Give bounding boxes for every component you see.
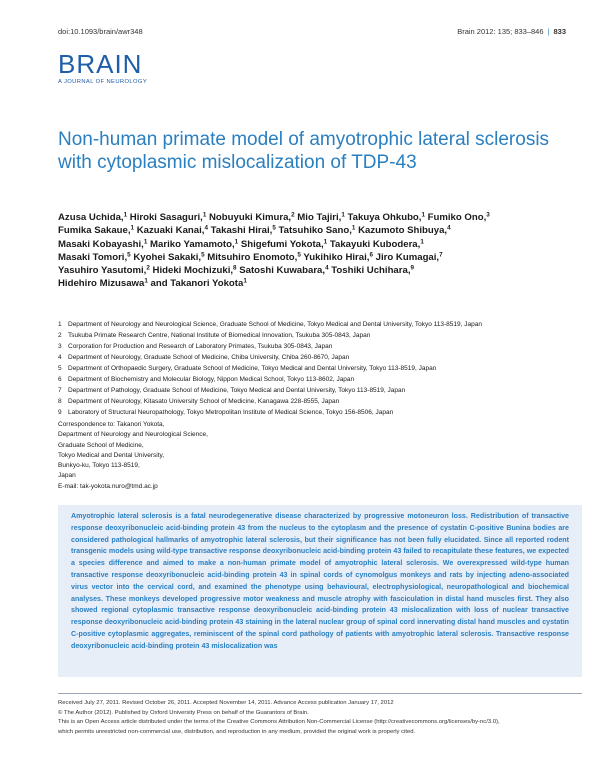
author-name: and Takanori Yokota [150,278,244,290]
affiliation-text: Department of Orthopaedic Surgery, Graduate School of Medicine, Tokyo Medical and Dental University, Tokyo 113-8519, Japan [68,365,437,372]
header-separator: | [547,27,550,36]
author [207,252,301,263]
affiliation-text: Tsukuba Primate Research Centre, National Institute of Biomedical Innovation, Tsukuba 305-0843, Japan [68,332,371,339]
affiliation-number: 8 [58,398,62,405]
author [58,252,131,263]
author [303,252,373,263]
affiliation-item [58,407,578,418]
license-line: which permits unrestricted non-commercial use, distribution, and reproduction in any medium, provided the original work is properly cited. [58,728,416,735]
affiliation-text: Department of Pathology, Graduate School of Medicine, Tokyo Medical and Dental University, Tokyo 113-8519, Japan [68,387,406,394]
author [58,278,148,289]
author [428,212,490,223]
affiliation-number: 6 [58,376,62,383]
article-title: Non-human primate model of amyotrophic lateral sclerosis with cytoplasmic mislocalization of TDP-43 [58,129,550,173]
author [211,225,276,236]
footer-divider [58,693,582,694]
author-name: Jiro Kumagai, [375,251,440,263]
page-number: 833 [553,27,566,36]
doi[interactable]: doi:10.1093/brain/awr348 [58,27,143,36]
affiliation-number: 5 [58,365,62,372]
received-dates: Received July 27, 2011. Revised October 26, 2011. Accepted November 14, 2011. Advance Access publication January 17, 2012 [58,700,394,706]
author [58,239,147,250]
author-name: Yasuhiro Yasutomi, [58,265,147,277]
author [133,252,204,263]
author-list [58,211,578,291]
author-name: Takashi Hirai, [210,225,273,237]
license-line: This is an Open Access article distributed under the terms of the Creative Commons Attribution Non-Commercial License (http://creativecommons.org/licenses/by-nc/3.0), [58,719,500,726]
author-name: Toshiki Uchihara, [331,265,411,277]
author-name: Mitsuhiro Enomoto, [207,251,298,263]
author-affiliation-mark: 4 [447,224,451,232]
author-affiliation-mark: 9 [410,264,415,272]
affiliation-number: 4 [58,354,62,361]
author [331,265,414,276]
author-name: Fumiko Ono, [427,212,487,223]
affiliation-number: 1 [58,321,62,328]
author-affiliation-mark: 8 [233,264,237,272]
author-name: Masaki Kobayashi, [58,238,144,250]
author-name: Mariko Yamamoto, [150,238,235,250]
author-name: Tatsuhiko Sano, [278,225,352,237]
author [137,225,208,236]
correspondence-line: Bunkyo-ku, Tokyo 113-8519, [58,462,140,470]
author [239,265,328,276]
author-name: Hiroki Sasaguri, [129,212,203,223]
author-name: Kazuaki Kanai, [136,225,205,237]
correspondence-line: Tokyo Medical and Dental University, [58,451,165,459]
author-affiliation-mark: 1 [144,277,148,285]
affiliation-item [58,341,578,352]
author [58,225,134,236]
citation: Brain 2012: 135; 833–846 [457,27,544,36]
affiliation-item [58,352,578,363]
author [153,265,237,276]
author-affiliation-mark: 5 [272,224,276,232]
affiliation-item [58,385,578,396]
author-affiliation-mark: 5 [297,251,301,259]
author-name: Hideki Mochizuki, [152,265,234,277]
affiliation-text: Department of Neurology, Kitasato University School of Medicine, Kanagawa 228-8555, Japan [68,398,340,405]
affiliation-text: Department of Neurology and Neurological Science, Graduate School of Medicine, Tokyo Medical and Dental University, Tokyo 113-8519, Japan [68,321,482,328]
author-name: Nobuyuki Kimura, [209,212,292,223]
author [297,212,345,223]
author-affiliation-mark: 4 [325,264,329,272]
author-affiliation-mark: 1 [130,224,135,232]
affiliation-item [58,363,578,374]
author-name: Kazumoto Shibuya, [358,225,448,237]
affiliation-list [58,319,578,418]
author-affiliation-mark: 2 [291,211,295,219]
correspondence-line: Correspondence to: Takanori Yokota, [58,421,165,428]
author-name: Azusa Uchida, [58,212,124,223]
affiliation-item [58,319,578,330]
author-name: Mio Tajiri, [297,212,342,223]
correspondence-line: Graduate School of Medicine, [58,441,144,449]
author [209,212,295,223]
correspondence-line: Japan [58,472,76,480]
author [150,239,238,250]
affiliation-text: Department of Neurology, Graduate School of Medicine, Chiba University, Chiba 260-8670, Japan [68,354,350,361]
footer [58,699,582,737]
author-affiliation-mark: 3 [486,211,490,219]
author-affiliation-mark: 2 [146,264,150,272]
author [130,212,207,223]
affiliation-number: 3 [58,343,62,350]
author [376,252,443,263]
correspondence-email[interactable]: E-mail: tak-yokota.nuro@tmd.ac.jp [58,482,158,490]
author-name: Yukihiko Hirai, [303,251,370,263]
author [358,225,451,236]
author [279,225,356,236]
correspondence [58,420,358,492]
author-name: Takuya Ohkubo, [347,212,422,223]
author-name: Hidehiro Mizusawa [58,278,145,290]
journal-name: BRAIN [58,49,143,79]
author-name: Kyohei Sakaki, [133,251,202,263]
author-name: Fumika Sakaue, [58,225,131,237]
affiliation-number: 7 [58,387,62,394]
journal-subtitle: A JOURNAL OF NEUROLOGY [58,79,148,85]
author-name: Takayuki Kubodera, [329,238,421,250]
journal-logo [58,51,147,85]
author-affiliation-mark: 1 [323,238,328,246]
author-affiliation-mark: 1 [143,238,148,246]
author-affiliation-mark: 4 [204,224,208,232]
affiliation-number: 9 [58,409,62,416]
correspondence-line: Department of Neurology and Neurological Science, [58,431,208,439]
affiliation-text: Department of Biochemistry and Molecular Biology, Nippon Medical School, Tokyo 113-8602, Japan [68,376,355,383]
author-affiliation-mark: 1 [243,277,247,285]
citation-header [457,27,566,36]
author-affiliation-mark: 5 [201,251,205,259]
author-name: Satoshi Kuwabara, [239,265,326,277]
author-affiliation-mark: 1 [123,211,128,219]
author-affiliation-mark: 1 [341,211,345,219]
author [58,212,127,223]
author-affiliation-mark: 1 [234,238,239,246]
author-name: Masaki Tomori, [58,251,128,263]
author-affiliation-mark: 6 [369,251,373,259]
affiliation-item [58,396,578,407]
author-affiliation-mark: 1 [202,211,207,219]
copyright: © The Author (2012). Published by Oxford University Press on behalf of the Guarantors of Brain. [58,709,309,716]
author-affiliation-mark: 1 [421,211,425,219]
author-affiliation-mark: 1 [351,224,356,232]
author-affiliation-mark: 7 [439,251,443,259]
author-name: Shigefumi Yokota, [240,238,324,250]
author [241,239,327,250]
affiliation-item [58,374,578,385]
affiliation-item [58,330,578,341]
author-affiliation-mark: 1 [420,238,424,246]
affiliation-text: Corporation for Production and Research of Laboratory Primates, Tsukuba 305-0843, Japan [68,343,333,350]
affiliation-number: 2 [58,332,62,339]
affiliation-text: Laboratory of Structural Neuropathology, Tokyo Metropolitan Institute of Medical Science, Tokyo 156-8506, Japan [68,409,394,416]
author [58,265,150,276]
author-affiliation-mark: 5 [127,251,131,259]
author [151,278,247,289]
author [348,212,425,223]
author [330,239,424,250]
abstract: Amyotrophic lateral sclerosis is a fatal neurodegenerative disease characterized by progressive motoneuron loss. Redistribution of transactive response deoxyribonucleic acid-binding protein 43 from the nucleus to the cytoplasm and the presence of cystatin C-positive Bunina bodies are considered pathological hallmarks of amyotrophic lateral sclerosis, but their significance has not been fully elucidated. Since all reported rodent transgenic models using wild-type transactive response deoxyribonucleic acid-binding protein 43 failed to recapitulate these features, we expected a species difference and aimed to make a non-human primate model of amyotrophic lateral sclerosis. We overexpressed wild-type human transactive response deoxyribonucleic acid-binding protein 43 in spinal cords of cynomolgus monkeys and rats by injecting adeno-associated virus vector into the cervical cord, and examined the phenotype using behavioural, electrophysiological, neuropathological and biochemical analyses. These monkeys developed progressive motor weakness and muscle atrophy with fasciculation in distal hand muscles first. They also showed regional cytoplasmic transactive response deoxyribonucleic acid-binding protein 43 mislocalization with loss of nuclear transactive response deoxyribonucleic acid-binding protein 43 staining in the lateral nuclear group of spinal cord innervating distal hand muscles and cystatin C-positive cytoplasmic aggregates, reminiscent of the spinal cord pathology of patients with amyotrophic lateral sclerosis. Transactive response deoxyribonucleic acid-binding protein 43 mislocalization was [58,505,582,677]
